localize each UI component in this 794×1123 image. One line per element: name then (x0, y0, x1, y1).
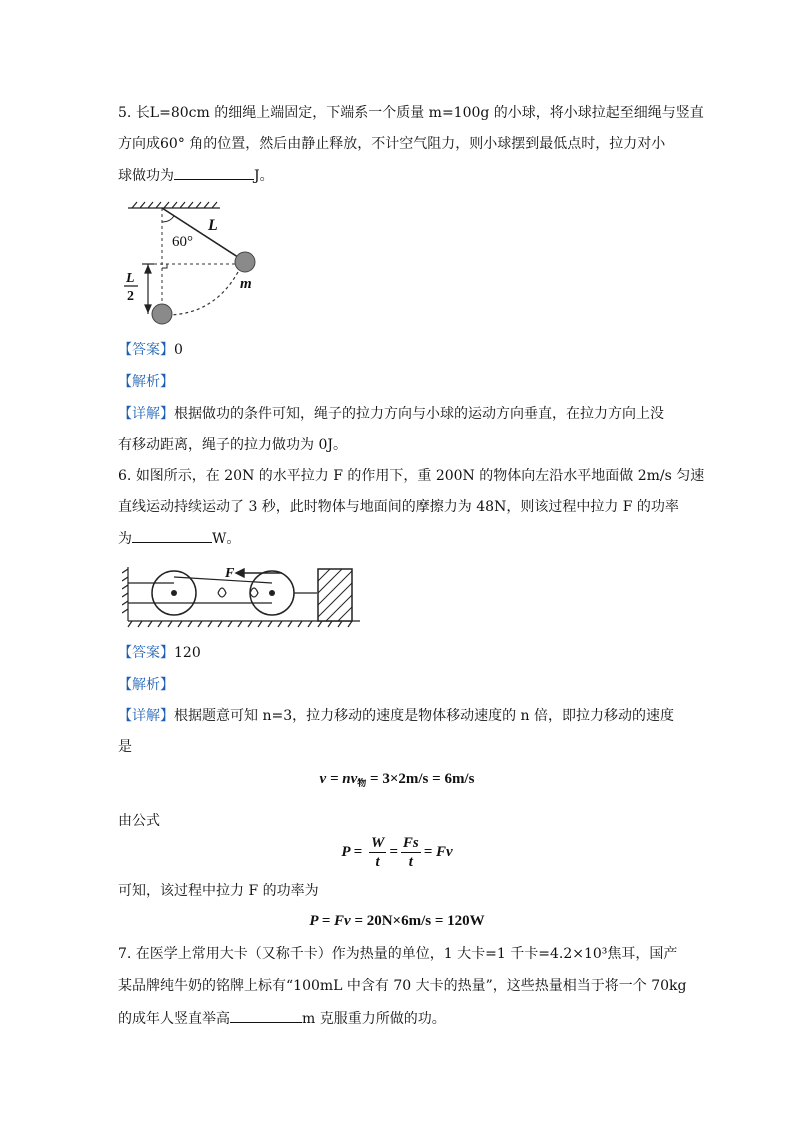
q6-line-2 (118, 497, 679, 517)
q6-answer: 120 (174, 645, 201, 661)
q5-detail-line-2 (118, 435, 347, 455)
q6-analysis-tag: 【解析】 (118, 677, 174, 693)
conclude-line (118, 881, 319, 901)
q6-number: 6. (118, 468, 132, 484)
frac-fs-t (401, 834, 421, 871)
q7-text-3: 的成年人竖直举高 (118, 1011, 230, 1027)
q5-answer-tag: 【答案】 (118, 342, 174, 358)
q5-unit: J。 (254, 168, 274, 184)
angle-arc (162, 216, 174, 222)
q7-line-1 (118, 944, 677, 964)
q5-answer: 0 (174, 342, 183, 358)
ceiling-hatch (128, 202, 220, 208)
equation-result (0, 913, 794, 930)
q6-answer-blank[interactable] (132, 528, 212, 543)
ball-raised (235, 252, 255, 272)
q6-answer-line (118, 643, 201, 663)
frac-w-t (369, 834, 386, 871)
equation-velocity (0, 771, 794, 789)
mass-label: m (240, 276, 252, 292)
q6-detail-line-1 (118, 706, 674, 726)
q6-detail-tag: 【详解】 (118, 708, 174, 724)
q5-answer-blank[interactable] (174, 165, 254, 180)
right-angle-mark (162, 264, 167, 268)
eq1-v2: v (350, 771, 358, 787)
q7-line-3 (118, 1008, 446, 1029)
equation-power: P = $\frac{W}{t}$ = $\frac{Fs}{t}$ = Fv (341, 835, 453, 870)
eq2-t2: t (408, 854, 413, 870)
q5-number: 5. (118, 105, 132, 121)
q5-line-1 (118, 103, 704, 123)
q6-text-1: 如图所示，在 20N 的水平拉力 F 的作用下，重 200N 的物体向左沿水平地面做 2m/s 匀速 (135, 468, 705, 484)
eq2-p: P = (341, 843, 366, 860)
q5-line-3 (118, 165, 274, 186)
q6-line-3 (118, 528, 240, 549)
swing-arc (170, 272, 238, 315)
q5-detail-text-1: 根据做功的条件可知，绳子的拉力方向与小球的运动方向垂直，在拉力方向上没 (174, 406, 664, 422)
q7-answer-blank[interactable] (230, 1008, 302, 1023)
q5-analysis-line (118, 372, 174, 392)
length-label: L (208, 217, 218, 234)
q7-line-2 (118, 976, 686, 996)
q5-text-3: 球做功为 (118, 168, 174, 184)
q5-detail-tag: 【详解】 (118, 406, 174, 422)
height-arrow (142, 264, 154, 314)
eq2-fs: Fs (402, 835, 419, 851)
q5-answer-line (118, 340, 183, 360)
q6-detail-text-2: 是 (118, 739, 132, 755)
eq3-b: 20N×6m/s = 120W (366, 913, 485, 929)
q7-text-2: 某品牌纯牛奶的铭牌上标有“100mL 中含有 70 大卡的热量”，这些热量相当于将一个 70kg (118, 978, 687, 994)
eq2-fv: = Fv (423, 843, 453, 860)
q5-analysis-tag: 【解析】 (118, 374, 174, 390)
angle-label: 60° (172, 234, 193, 250)
q7-unit: m 克服重力所做的功。 (302, 1011, 446, 1027)
q6-text-2: 直线运动持续运动了 3 秒，此时物体与地面间的摩擦力为 48N，则该过程中拉力 F 的功率 (118, 499, 679, 515)
half-length-denominator: 2 (127, 289, 134, 304)
eq1-v: v (319, 771, 327, 787)
left-wall (122, 567, 128, 621)
q5-line-2 (118, 134, 665, 154)
fixed-pulley-axle (171, 590, 177, 596)
ground-hatch (128, 621, 360, 627)
q5-text-2: 方向成60° 角的位置，然后由静止释放，不计空气阻力，则小球摆到最低点时，拉力对小 (118, 136, 666, 152)
q7-text-1: 在医学上常用大卡（又称千卡）作为热量的单位，1 大卡=1 千卡=4.2×10³焦耳，国产 (131, 946, 678, 962)
eq1-n: = n (326, 771, 351, 787)
force-label: F (225, 566, 235, 581)
pulley-figure (122, 563, 362, 631)
q7-number: 7. (118, 946, 132, 962)
formula-intro-line (118, 811, 160, 831)
eq1-rest: = 3×2m/s = 6m/s (366, 771, 475, 787)
conclude-text: 可知，该过程中拉力 F 的功率为 (118, 883, 319, 899)
movable-pulley-axle (269, 590, 275, 596)
q5-detail-line-1 (118, 404, 664, 424)
q6-line-1 (118, 466, 704, 486)
q6-detail-text-1: 根据题意可知 n=3，拉力移动的速度是物体移动速度的 n 倍，即拉力移动的速度 (174, 708, 675, 724)
q6-answer-tag: 【答案】 (118, 645, 174, 661)
eq1-sub: 物 (357, 778, 367, 788)
formula-intro: 由公式 (118, 813, 160, 829)
q6-text-3: 为 (118, 531, 132, 547)
eq2-t1: t (375, 854, 380, 870)
q6-analysis-line (118, 675, 174, 695)
eq2-w: W (370, 835, 385, 851)
q6-unit: W。 (212, 531, 241, 547)
ball-lowest (152, 304, 172, 324)
half-length-numerator: L (126, 271, 135, 286)
eq3-a: P = Fv = (309, 913, 367, 929)
q6-detail-line-2 (118, 737, 132, 757)
pendulum-figure (120, 198, 270, 328)
q5-detail-text-2: 有移动距离，绳子的拉力做功为 0J。 (118, 437, 347, 453)
q5-text-1: 长L=80cm 的细绳上端固定，下端系一个质量 m=100g 的小球，将小球拉起至细绳与竖直 (135, 105, 704, 121)
